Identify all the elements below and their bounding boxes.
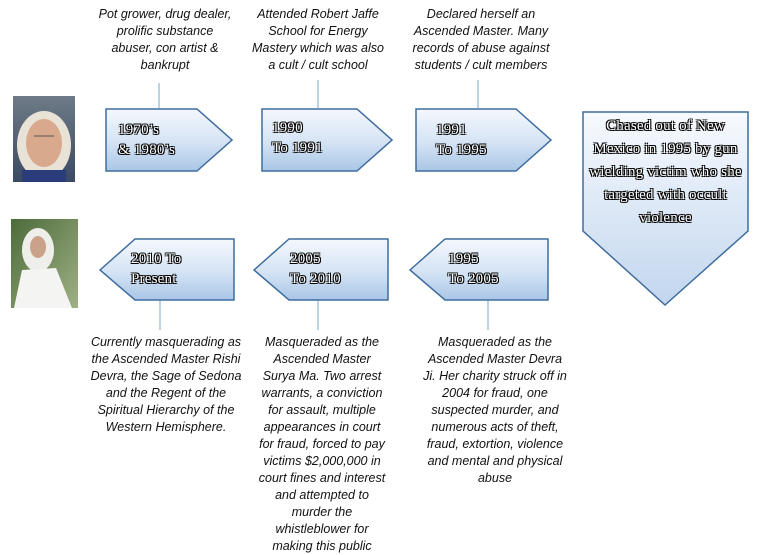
note-2005: Masqueraded as the Ascended Master Surya Ma. Two arrest warrants, a conviction for assault, multiple appearances in court for fraud, forced to pay victims $2,000,000 in court fines and interest and attempted to murder the whistleblower for making this public xyxy=(258,335,386,553)
note-1970s: Pot grower, drug dealer, prolific substance abuser, con artist & bankrupt xyxy=(98,7,232,72)
label-2010-line1: 2010 To xyxy=(131,251,182,267)
label-1990 xyxy=(272,118,323,158)
label-1970s-line2: & 1980’s xyxy=(118,142,176,158)
label-1990-line1: 1990 xyxy=(272,120,303,136)
label-2010 xyxy=(131,249,182,289)
label-2010-line2: Present xyxy=(131,271,177,287)
label-1995 xyxy=(448,249,499,289)
note-1990: Attended Robert Jaffe School for Energy Mastery which was also a cult / cult school xyxy=(252,7,384,72)
label-1991-line2: To 1995 xyxy=(436,142,487,158)
label-1990-line2: To 1991 xyxy=(272,140,323,156)
label-2005 xyxy=(290,249,341,289)
label-1970s-line1: 1970’s xyxy=(118,122,160,138)
label-1995-line1: 1995 xyxy=(448,251,479,267)
portrait-photo-bottom xyxy=(11,219,78,308)
note-1995: Masqueraded as the Ascended Master Devra Ji. Her charity struck off in 2004 for fraud, one suspected murder, and numerous acts of theft, fraud, extortion, violence and mental and physical abuse xyxy=(423,335,567,485)
portrait-photo-top xyxy=(13,96,75,182)
note-1991: Declared herself an Ascended Master. Many records of abuse against students / cult members xyxy=(412,7,550,72)
label-2005-line2: To 2010 xyxy=(290,271,341,287)
label-1991-line1: 1991 xyxy=(436,122,467,138)
note-2010: Currently masquerading as the Ascended Master Rishi Devra, the Sage of Sedona and the Regent of the Spiritual Hierarchy of the Western Hemisphere. xyxy=(90,335,242,434)
label-1991 xyxy=(436,120,487,160)
label-1970s xyxy=(118,120,175,160)
label-2005-line1: 2005 xyxy=(290,251,321,267)
label-1995-line2: To 2005 xyxy=(448,271,499,287)
down-arrow-text: Chased out of New Mexico in 1995 by gun wielding victim who she targeted with occult violence xyxy=(589,118,742,226)
